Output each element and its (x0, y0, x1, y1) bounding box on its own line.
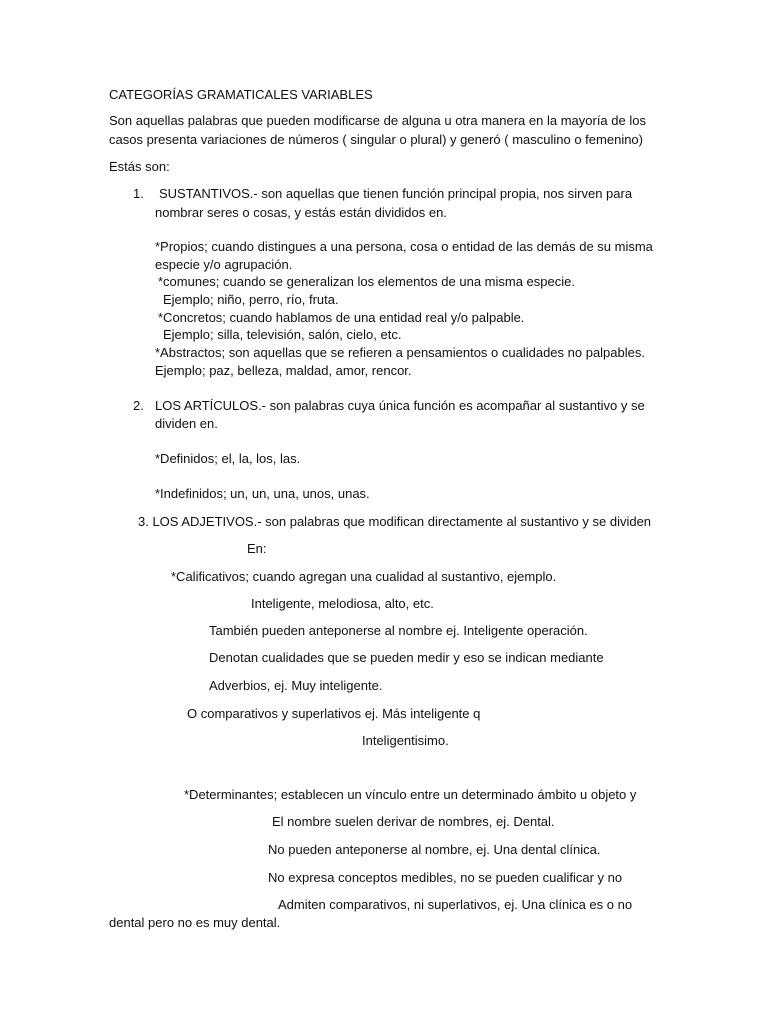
calificativos-4: Denotan cualidades que se pueden medir y eso se indican mediante (209, 650, 604, 665)
item2-line-2: dividen en. (155, 416, 218, 431)
determinantes-6: dental pero no es muy dental. (109, 915, 281, 930)
item1-detail-8: Ejemplo; paz, belleza, maldad, amor, rencor. (155, 363, 412, 378)
determinantes-4: No expresa conceptos medibles, no se pueden cualificar y no (268, 870, 623, 885)
item1-number: 1. (133, 186, 144, 201)
item1-line-2: nombrar seres o cosas, y estás están divididos en. (155, 205, 447, 220)
item1-detail-2: especie y/o agrupación. (155, 257, 293, 272)
item1-detail-1: *Propios; cuando distingues a una persona, cosa o entidad de las demás de su misma (155, 239, 653, 254)
estas-son-label: Estás son: (109, 159, 170, 174)
item1-detail-7: *Abstractos; son aquellas que se refieren a pensamientos o cualidades no palpables. (155, 345, 645, 360)
determinantes-5: Admiten comparativos, ni superlativos, ej. Una clínica es o no (278, 897, 633, 912)
intro-line-1: Son aquellas palabras que pueden modificarse de alguna u otra manera en la mayoría de los (109, 113, 646, 128)
item3-heading: 3. LOS ADJETIVOS.- son palabras que modifican directamente al sustantivo y se dividen (138, 514, 652, 529)
item2-line-1: LOS ARTÍCULOS.- son palabras cuya única función es acompañar al sustantivo y se (155, 398, 645, 413)
intro-line-2: casos presenta variaciones de números ( singular o plural) y generó ( masculino o femenino) (109, 132, 643, 147)
determinantes-3: No pueden anteponerse al nombre, ej. Una dental clínica. (268, 842, 601, 857)
calificativos-7: Inteligentisimo. (362, 733, 449, 748)
item1-detail-3: *comunes; cuando se generalizan los elementos de una misma especie. (158, 274, 575, 289)
determinantes-1: *Determinantes; establecen un vínculo entre un determinado ámbito u objeto y (184, 787, 637, 802)
determinantes-2: El nombre suelen derivar de nombres, ej. Dental. (272, 814, 555, 829)
calificativos-1: *Calificativos; cuando agregan una cualidad al sustantivo, ejemplo. (171, 569, 557, 584)
item1-detail-4: Ejemplo; niño, perro, río, fruta. (163, 292, 339, 307)
calificativos-5: Adverbios, ej. Muy inteligente. (209, 678, 383, 693)
item1-detail-5: *Concretos; cuando hablamos de una entidad real y/o palpable. (158, 310, 525, 325)
item1-line-1: SUSTANTIVOS.- son aquellas que tienen función principal propia, nos sirven para (159, 186, 633, 201)
calificativos-2: Inteligente, melodiosa, alto, etc. (251, 596, 434, 611)
item2-definidos: *Definidos; el, la, los, las. (155, 451, 301, 466)
calificativos-6: O comparativos y superlativos ej. Más inteligente q (187, 706, 481, 721)
item2-indefinidos: *Indefinidos; un, un, una, unos, unas. (155, 486, 370, 501)
calificativos-3: También pueden anteponerse al nombre ej. Inteligente operación. (209, 623, 588, 638)
item3-en: En: (247, 541, 267, 556)
item2-number: 2. (133, 398, 144, 413)
item1-detail-6: Ejemplo; silla, televisión, salón, cielo, etc. (163, 327, 402, 342)
document-title: CATEGORÍAS GRAMATICALES VARIABLES (109, 87, 373, 102)
